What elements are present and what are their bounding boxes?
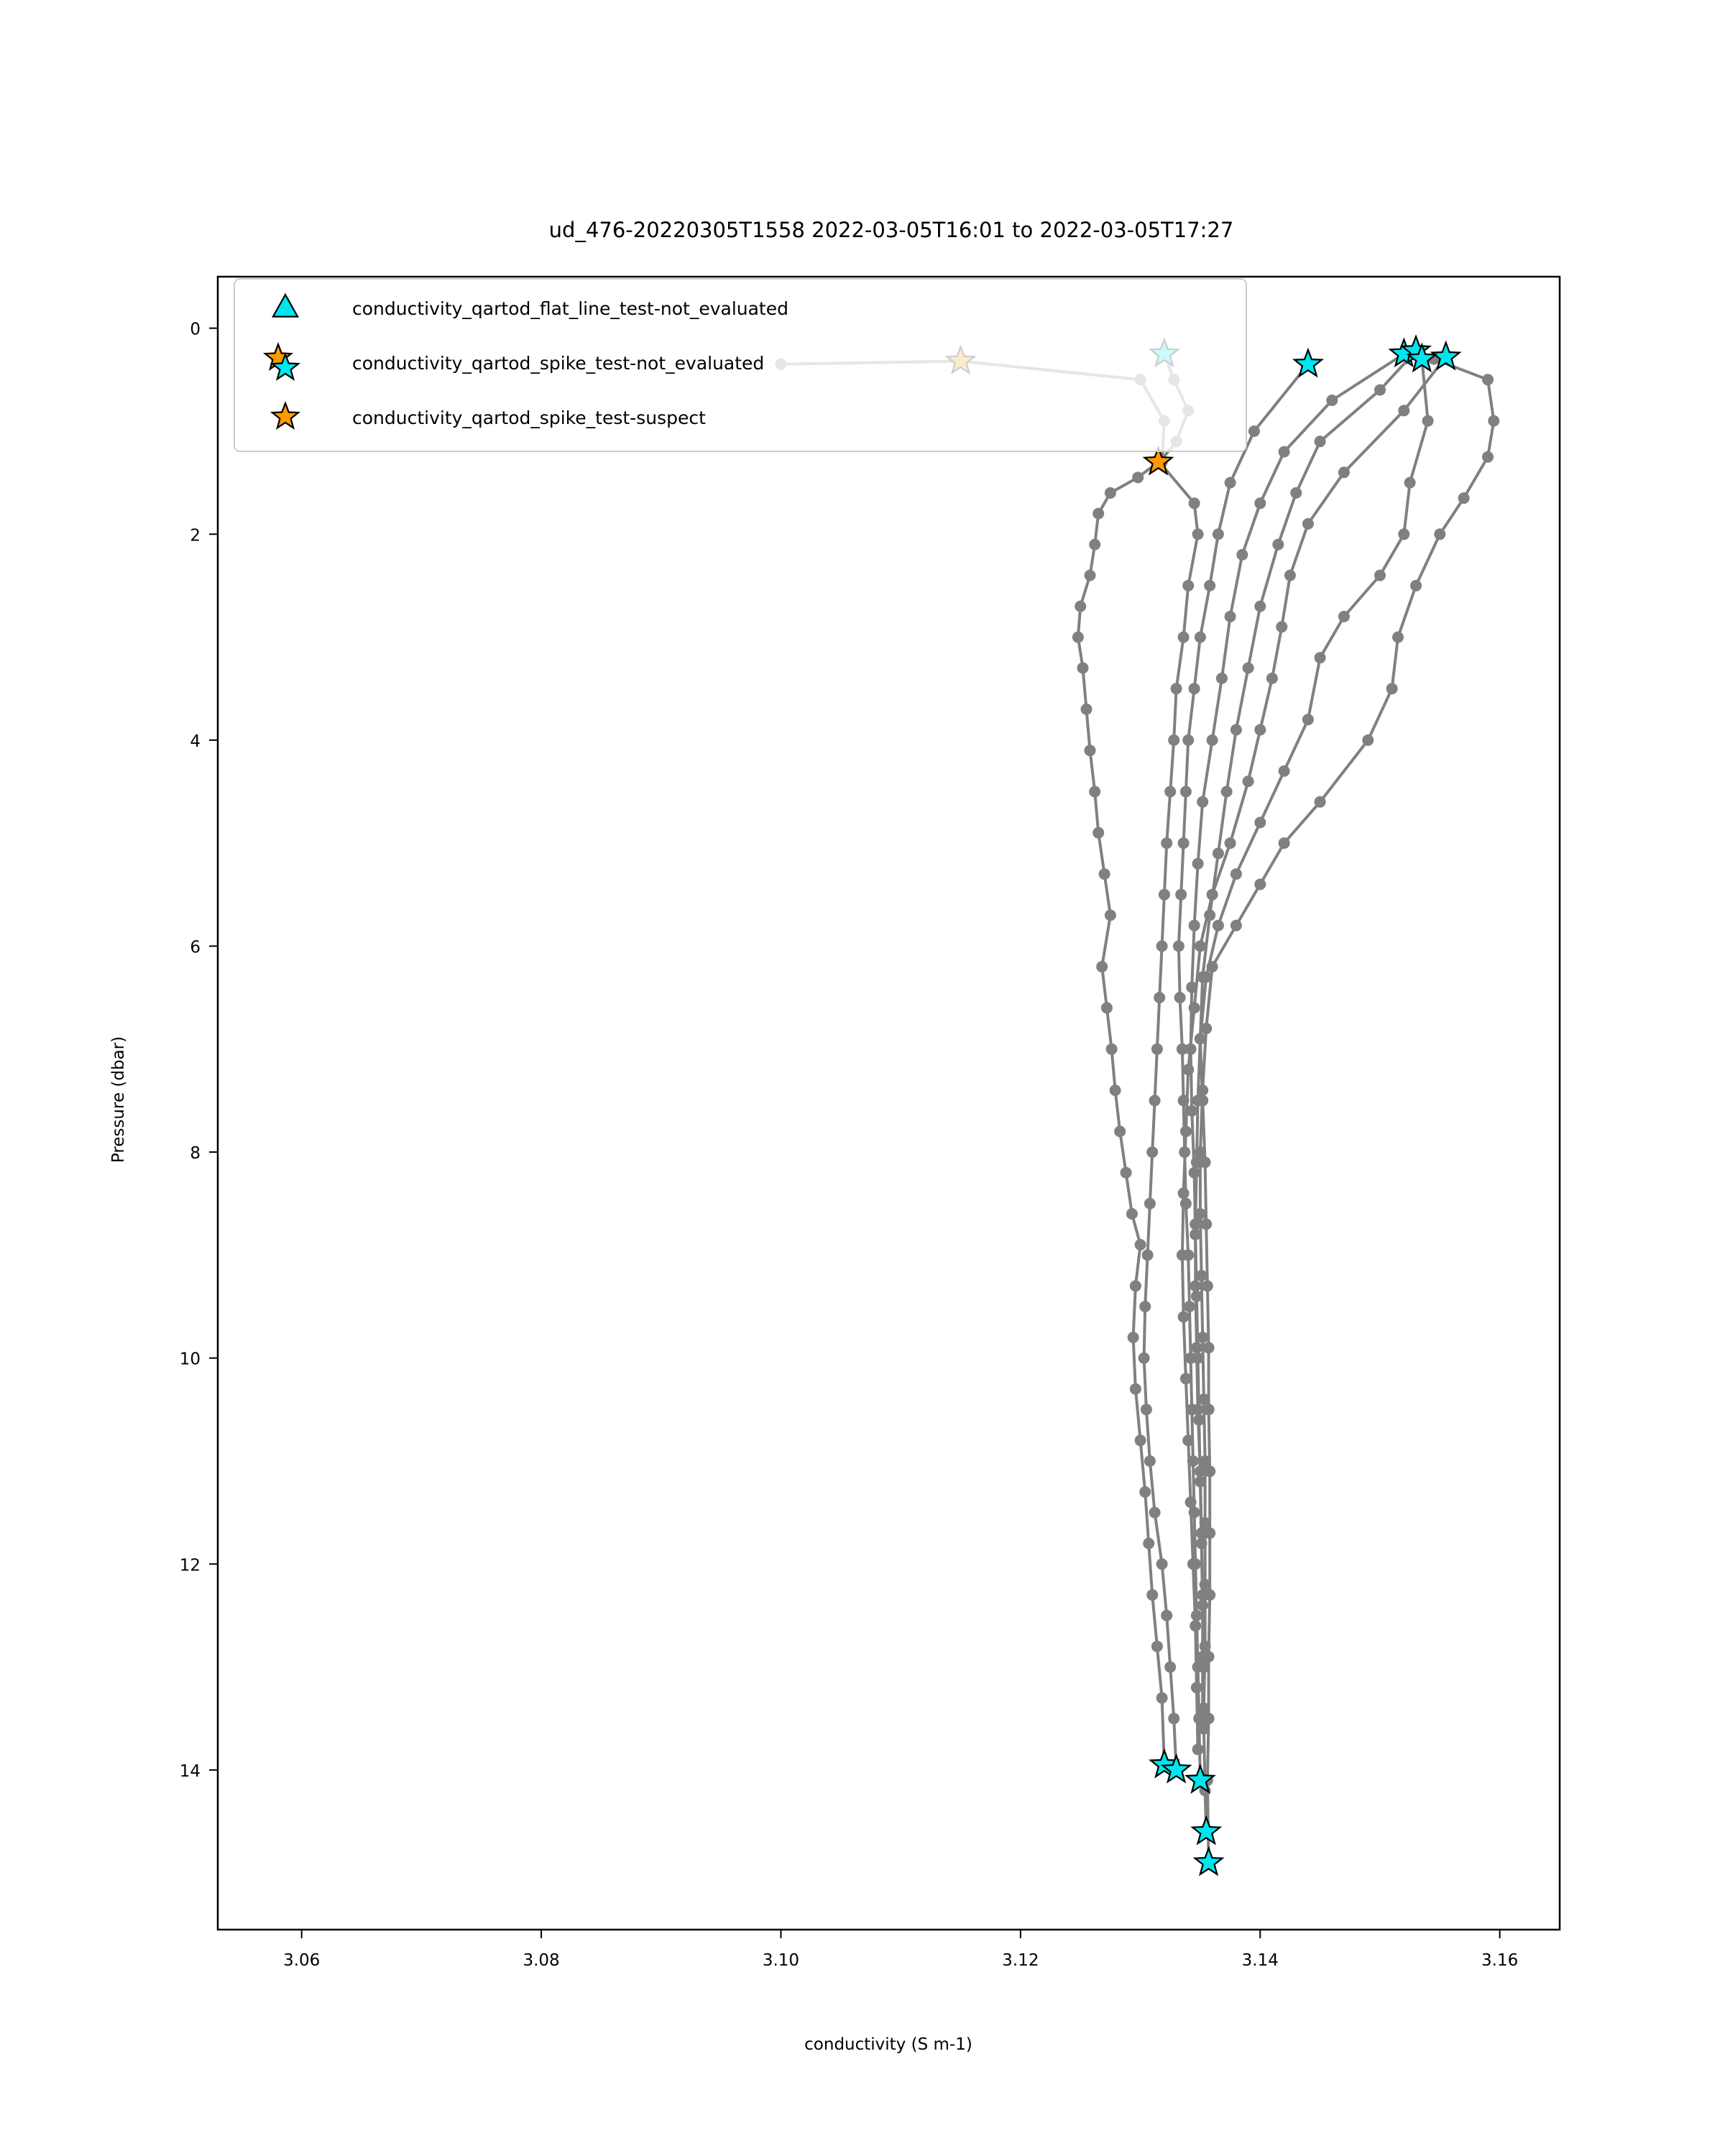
profile-point	[1139, 1486, 1151, 1498]
profile-line	[1078, 462, 1164, 1765]
profile-point	[1173, 941, 1184, 952]
profile-point	[1284, 570, 1296, 581]
profile-point	[1230, 724, 1242, 736]
profile-point	[1135, 1239, 1146, 1250]
profile-point	[1196, 1270, 1208, 1281]
profile-point	[1254, 497, 1266, 509]
profile-point	[1191, 1342, 1202, 1353]
profile-point	[1175, 889, 1187, 900]
profile-point	[1190, 1280, 1201, 1291]
profile-point	[1141, 1404, 1152, 1415]
y-tick-label: 4	[190, 732, 201, 751]
plot-area	[776, 336, 1500, 1874]
not-evaluated-star-marker	[1192, 1818, 1220, 1843]
profile-point	[1362, 734, 1374, 746]
profile-point	[1151, 1044, 1163, 1055]
profile-point	[1099, 868, 1110, 880]
y-tick-label: 12	[179, 1556, 201, 1575]
profile-point	[1130, 1383, 1141, 1395]
profile-point	[1132, 471, 1144, 483]
profile-point	[1200, 1641, 1211, 1652]
profile-point	[1192, 1404, 1204, 1415]
y-tick-label: 10	[179, 1350, 201, 1369]
profile-point	[1254, 879, 1266, 890]
profile-point	[1279, 837, 1290, 849]
profile-point	[1130, 1280, 1141, 1291]
chart-title: ud_476-20220305T1558 2022-03-05T16:01 to 2022-03-05T17:27	[548, 218, 1234, 242]
profile-point	[1207, 961, 1218, 972]
profile-point	[1135, 1434, 1146, 1446]
profile-point	[1302, 714, 1314, 725]
x-axis	[283, 1930, 1518, 1970]
not-evaluated-star-marker	[1195, 1848, 1223, 1874]
profile-point	[1139, 1301, 1151, 1312]
profile-point	[1182, 734, 1194, 746]
profile-point	[1404, 477, 1416, 489]
profile-point	[1156, 1558, 1168, 1570]
profile-point	[1197, 1084, 1208, 1096]
profile-point	[1398, 528, 1409, 540]
profile-point	[1254, 601, 1266, 612]
profile-point	[1230, 868, 1242, 880]
profile-point	[1161, 1610, 1172, 1621]
y-tick-label: 8	[190, 1144, 201, 1164]
profile-point	[1225, 837, 1236, 849]
profile-point	[1230, 920, 1242, 931]
profile-point	[1190, 1620, 1201, 1631]
x-tick-label: 3.12	[1002, 1951, 1039, 1970]
profile-point	[1488, 415, 1499, 427]
profile-point	[1180, 1125, 1192, 1137]
profile-point	[1315, 436, 1326, 447]
profile-point	[1302, 518, 1314, 530]
profile-point	[1279, 765, 1290, 777]
profile-point	[1149, 1507, 1161, 1519]
profile-point	[1197, 1332, 1208, 1343]
profile-point	[1138, 1353, 1150, 1364]
profile-point	[1085, 570, 1096, 581]
x-tick-label: 3.10	[762, 1951, 800, 1970]
profile-point	[1197, 1713, 1208, 1724]
profile-point	[1200, 1579, 1211, 1590]
profile-point	[1207, 889, 1218, 900]
y-axis-label: Pressure (dbar)	[109, 1036, 128, 1164]
profile-point	[1248, 425, 1260, 437]
profile-point	[1096, 961, 1108, 972]
profile-point	[1128, 1332, 1139, 1343]
profile-point	[1077, 663, 1089, 674]
profile-point	[1189, 1167, 1200, 1179]
y-tick-label: 2	[190, 526, 201, 545]
profile-point	[1422, 415, 1434, 427]
profile-point	[1191, 1610, 1202, 1621]
profile-point	[1182, 580, 1194, 591]
profile-point	[1146, 1146, 1158, 1158]
x-tick-label: 3.14	[1241, 1951, 1279, 1970]
profile-point	[1434, 528, 1445, 540]
profile-point	[1161, 837, 1172, 849]
profile-line	[1195, 359, 1427, 1719]
profile-point	[1198, 1393, 1210, 1405]
profile-point	[1110, 1084, 1121, 1096]
profile-line	[1200, 359, 1494, 1708]
profile-point	[1338, 466, 1350, 478]
profile-series	[1195, 345, 1422, 1869]
profile-point	[1164, 786, 1176, 798]
profile-point	[1085, 745, 1096, 756]
profile-point	[1164, 1662, 1176, 1673]
profile-point	[1279, 446, 1290, 458]
profile-series	[1177, 351, 1452, 1755]
profile-point	[1195, 632, 1206, 643]
y-tick-label: 14	[179, 1761, 201, 1781]
axes-frame	[218, 277, 1560, 1930]
profile-point	[1149, 1095, 1161, 1106]
profile-point	[1182, 1434, 1194, 1446]
profile-line	[1182, 357, 1446, 1749]
x-tick-label: 3.16	[1481, 1951, 1519, 1970]
profile-point	[1142, 1249, 1154, 1261]
profile-line	[1191, 354, 1404, 1832]
profile-point	[1178, 632, 1190, 643]
profile-point	[1195, 1146, 1206, 1158]
profile-point	[1178, 1187, 1190, 1199]
x-tick-label: 3.06	[283, 1951, 321, 1970]
profile-point	[1243, 663, 1254, 674]
profile-point	[1177, 1249, 1188, 1261]
profile-point	[1171, 683, 1182, 694]
profile-point	[1106, 1044, 1118, 1055]
profile-point	[1189, 920, 1200, 931]
profile-point	[1225, 611, 1236, 622]
profile-point	[1092, 827, 1104, 839]
legend	[234, 279, 1246, 451]
profile-point	[1225, 477, 1236, 489]
profile-point	[1182, 1064, 1194, 1075]
profile-point	[1197, 1589, 1208, 1600]
profile-point	[1458, 492, 1470, 504]
x-tick-label: 3.08	[523, 1951, 560, 1970]
profile-point	[1089, 786, 1100, 798]
profile-point	[1121, 1167, 1132, 1179]
profile-point	[1168, 734, 1179, 746]
profile-point	[1202, 1280, 1213, 1291]
profile-point	[1254, 817, 1266, 829]
legend-label: conductivity_qartod_spike_test-suspect	[352, 407, 706, 428]
profile-point	[1290, 487, 1302, 499]
profile-point	[1326, 395, 1338, 406]
x-axis-label: conductivity (S m-1)	[804, 2035, 972, 2054]
profile-point	[1146, 1589, 1158, 1600]
profile-point	[1184, 1301, 1195, 1312]
profile-point	[1207, 734, 1218, 746]
profile-point	[1156, 941, 1168, 952]
profile-point	[1144, 1198, 1156, 1210]
profile-point	[1114, 1125, 1126, 1137]
profile-series	[1190, 354, 1433, 1725]
profile-point	[1197, 1651, 1208, 1662]
profile-point	[1482, 451, 1494, 463]
profile-point	[1151, 1641, 1163, 1652]
y-tick-label: 6	[190, 938, 201, 957]
profile-point	[1200, 1218, 1212, 1230]
profile-point	[1144, 1455, 1156, 1467]
profile-point	[1410, 580, 1422, 591]
profile-point	[1189, 497, 1200, 509]
profile-point	[1180, 786, 1192, 798]
profile-point	[1089, 539, 1100, 550]
profile-point	[1092, 508, 1104, 520]
not-evaluated-star-marker	[1294, 350, 1322, 376]
profile-point	[1315, 652, 1326, 663]
profile-point	[1187, 1558, 1199, 1570]
profile-point	[1156, 1692, 1168, 1704]
profile-point	[1143, 1538, 1154, 1549]
profile-point	[1105, 910, 1116, 921]
profile-point	[1213, 528, 1224, 540]
profile-point	[1272, 539, 1284, 550]
profile-point	[1192, 1743, 1204, 1755]
legend-label: conductivity_qartod_spike_test-not_evaluated	[352, 353, 765, 374]
y-tick-label: 0	[190, 320, 201, 339]
y-axis	[180, 321, 218, 1781]
profile-point	[1204, 580, 1215, 591]
profile-point	[1374, 384, 1386, 396]
profile-point	[1200, 1517, 1211, 1529]
profile-point	[1192, 858, 1204, 870]
profile-point	[1168, 1713, 1179, 1724]
profile-point	[1276, 621, 1287, 632]
profile-point	[1185, 1496, 1197, 1508]
profile-point	[1398, 405, 1409, 416]
profile-point	[1159, 889, 1170, 900]
profile-point	[1195, 941, 1206, 952]
profile-point	[1254, 724, 1266, 736]
profile-point	[1178, 1311, 1190, 1322]
profile-point	[1191, 1682, 1202, 1693]
profile-point	[1198, 1703, 1210, 1714]
profile-point	[1386, 683, 1398, 694]
profile-point	[1374, 570, 1386, 581]
legend-label: conductivity_qartod_flat_line_test-not_evaluated	[352, 298, 788, 319]
profile-point	[1203, 1342, 1215, 1353]
profile-point	[1180, 1373, 1192, 1384]
profile-point	[1266, 673, 1278, 684]
profile-point	[1075, 601, 1086, 612]
profile-point	[1197, 796, 1208, 808]
profile-point	[1200, 1023, 1212, 1034]
profile-point	[1236, 549, 1248, 561]
profile-point	[1101, 1002, 1113, 1013]
profile-point	[1154, 992, 1165, 1003]
profile-point	[1243, 775, 1254, 787]
profile-point	[1392, 632, 1404, 643]
profile-point	[1216, 673, 1228, 684]
profile-point	[1105, 487, 1116, 499]
profile-point	[1315, 796, 1326, 808]
profile-point	[1081, 704, 1092, 715]
profile-point	[1174, 992, 1186, 1003]
profile-point	[1221, 786, 1233, 798]
profile-point	[1189, 1002, 1200, 1013]
profile-point	[1178, 837, 1190, 849]
profile-point	[1213, 920, 1224, 931]
profile-point	[1200, 1455, 1211, 1467]
profile-point	[1213, 848, 1224, 860]
profile-point	[1338, 611, 1350, 622]
profile-point	[1126, 1208, 1138, 1220]
profile-point	[1192, 528, 1204, 540]
profile-point	[1072, 632, 1084, 643]
profile-point	[1189, 683, 1200, 694]
profile-point	[1195, 1208, 1206, 1220]
profile-point	[1482, 374, 1494, 385]
